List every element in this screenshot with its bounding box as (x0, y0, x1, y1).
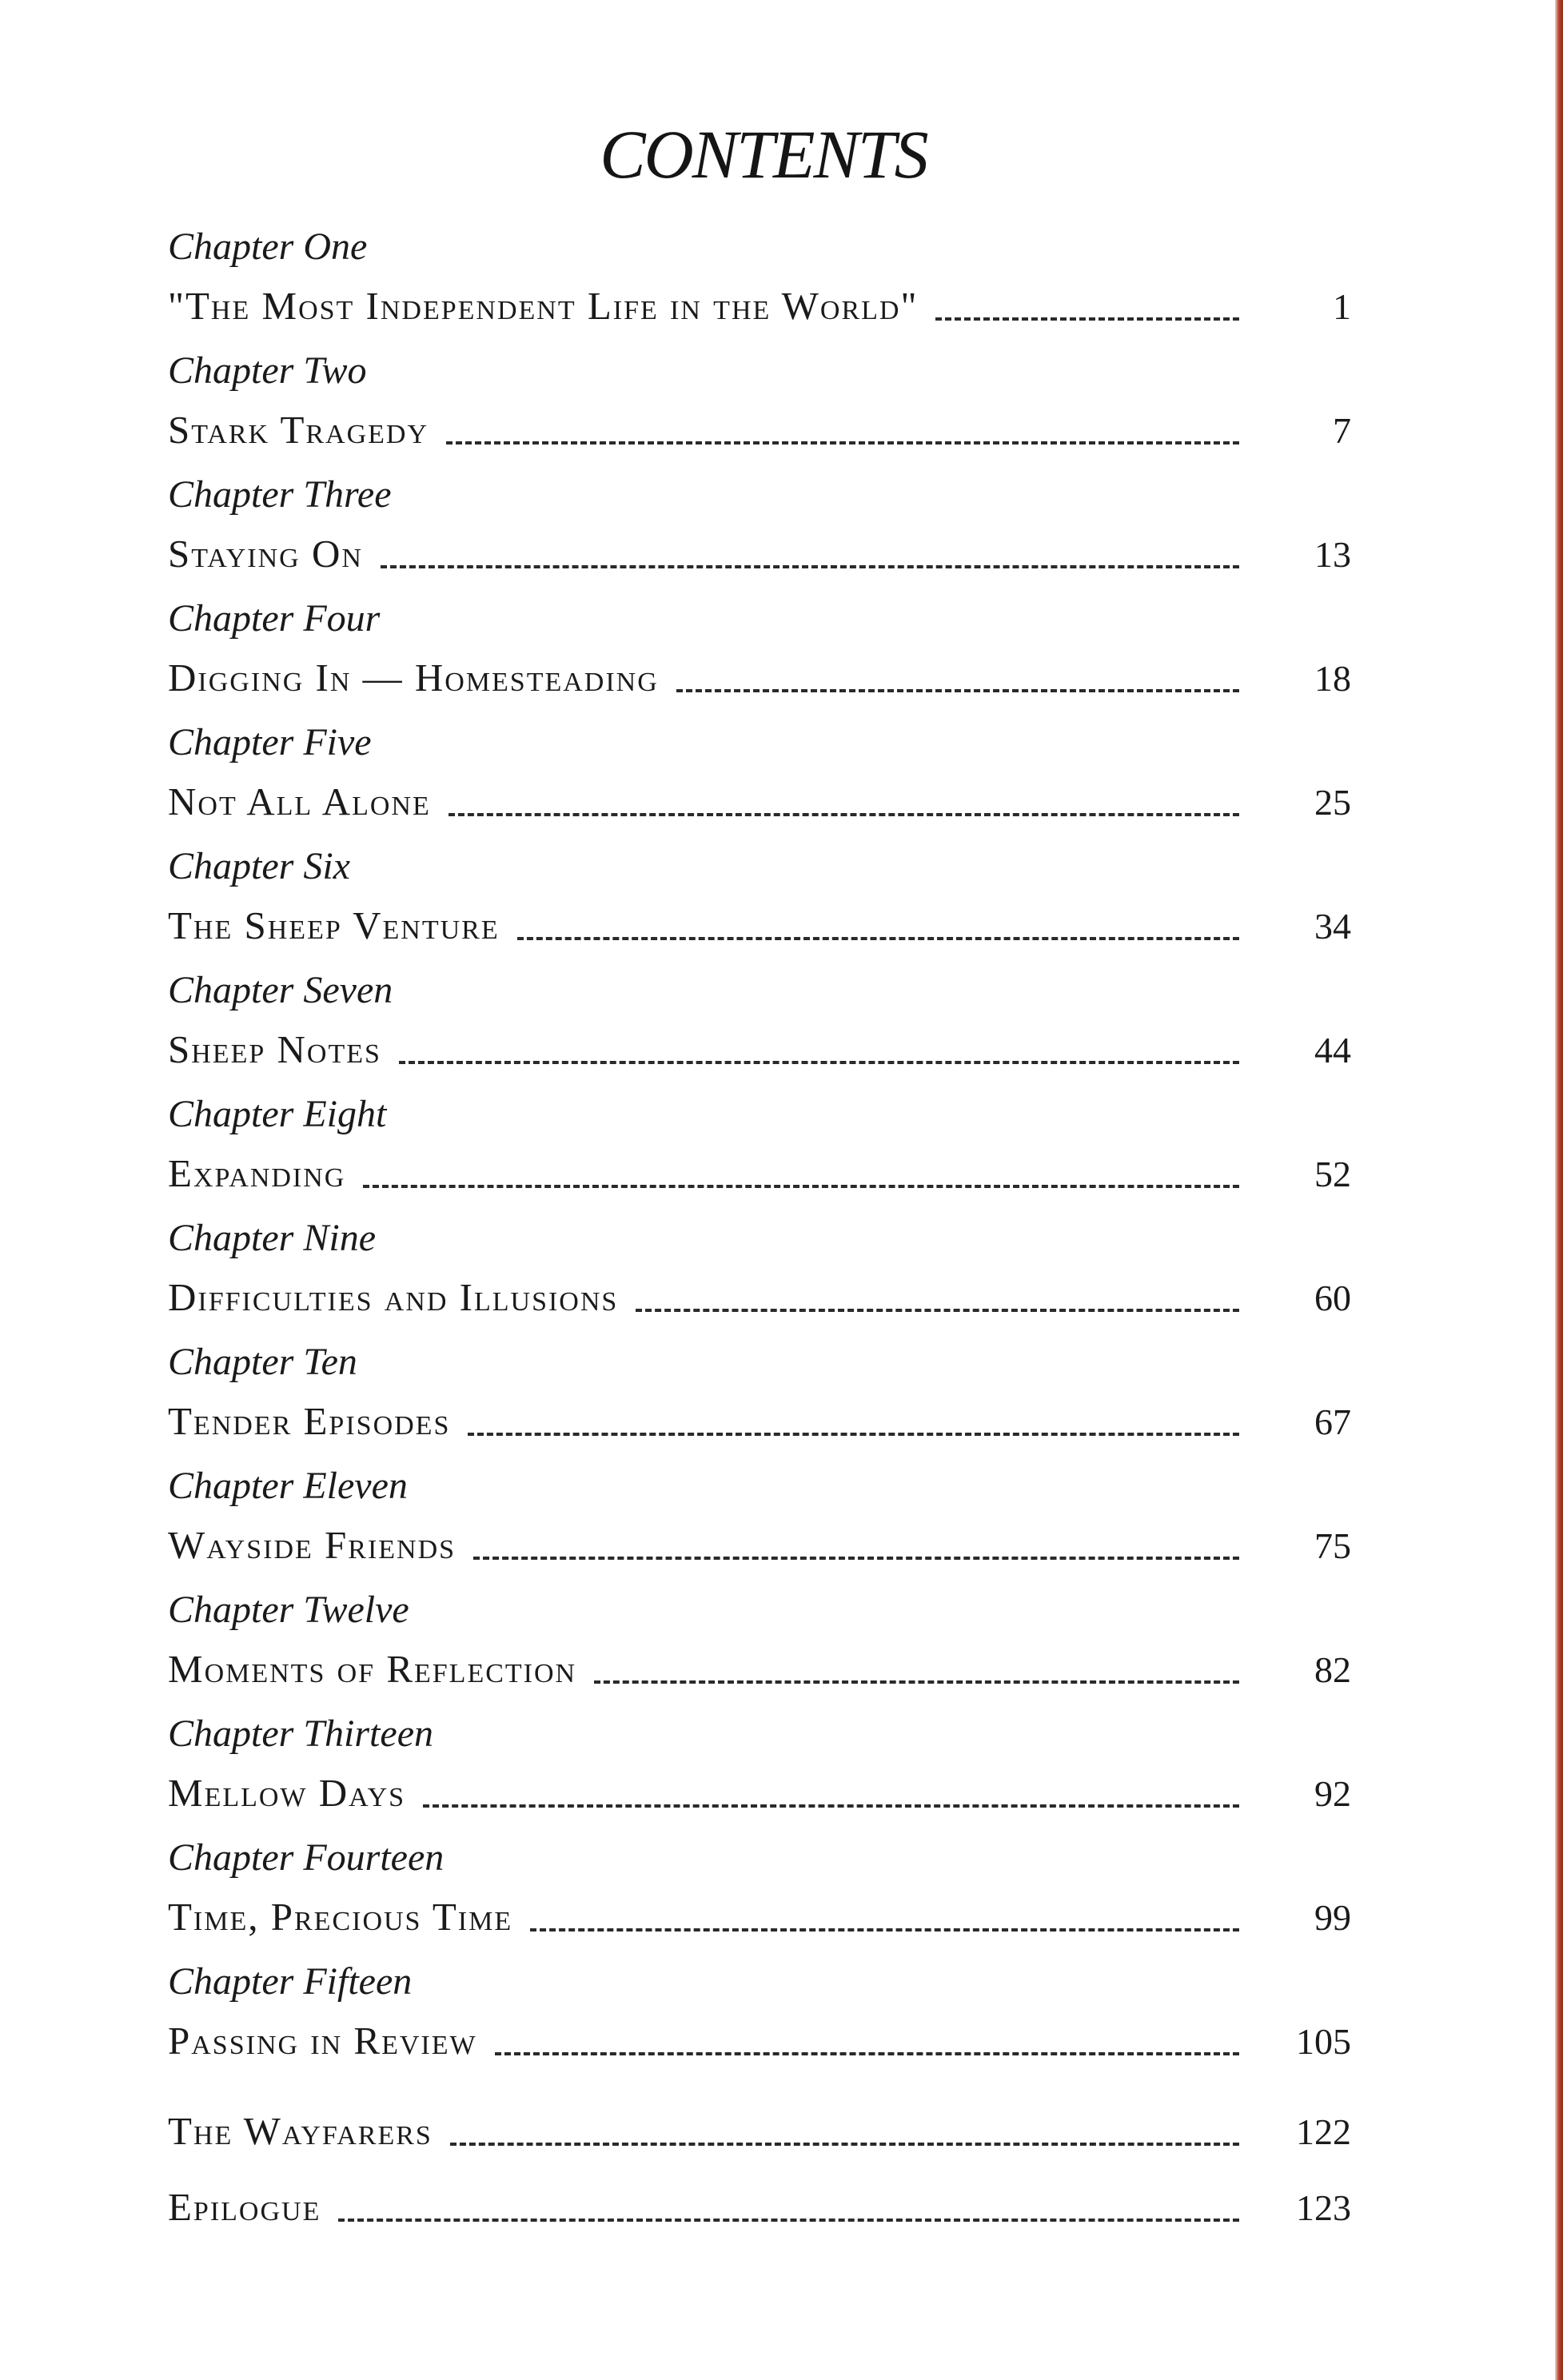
chapter-title: The Sheep Venture (168, 903, 500, 947)
toc-entry (168, 1712, 1351, 1839)
dot-leader (381, 565, 1239, 568)
dot-leader (517, 937, 1239, 940)
toc-entry (168, 2087, 1351, 2163)
page-title: CONTENTS (600, 116, 927, 193)
page-number: 82 (1314, 1649, 1351, 1690)
table-of-contents (168, 225, 1351, 2238)
page-number: 92 (1314, 1773, 1351, 1814)
chapter-label: Chapter Fourteen (168, 1836, 445, 1879)
dot-leader (495, 2052, 1239, 2055)
chapter-title: Difficulties and Illusions (168, 1275, 619, 1319)
page-number: 122 (1296, 2111, 1351, 2152)
chapter-label: Chapter Ten (168, 1341, 357, 1383)
toc-entry (168, 1591, 1351, 1715)
toc-entry (168, 1960, 1351, 2087)
section-title: Epilogue (168, 2185, 321, 2229)
toc-line (168, 525, 1351, 576)
page-number: 99 (1314, 1897, 1351, 1938)
dot-leader (676, 689, 1239, 692)
chapter-label: Chapter One (168, 225, 368, 268)
chapter-title: Staying On (168, 532, 363, 576)
page-number: 75 (1314, 1525, 1351, 1566)
chapter-title: Wayside Friends (168, 1523, 457, 1567)
page-number: 1 (1333, 286, 1351, 327)
chapter-label: Chapter Two (168, 349, 367, 392)
chapter-title: Sheep Notes (168, 1027, 381, 1071)
chapter-title: Stark Tragedy (168, 408, 429, 452)
chapter-label: Chapter Twelve (168, 1589, 409, 1631)
toc-entry (168, 971, 1351, 1095)
chapter-label: Chapter Nine (168, 1217, 376, 1259)
page-number: 25 (1314, 782, 1351, 823)
chapter-label: Chapter Fifteen (168, 1960, 413, 2003)
chapter-label: Chapter Three (168, 473, 392, 516)
chapter-label: Chapter Eight (168, 1093, 387, 1135)
toc-line (168, 1145, 1351, 1193)
chapter-title: Expanding (168, 1151, 346, 1195)
toc-line (168, 1764, 1351, 1815)
chapter-title: "The Most Independent Life in the World" (168, 284, 919, 328)
dot-leader (594, 1680, 1239, 1684)
page-number: 105 (1296, 2021, 1351, 2062)
toc-line (168, 2012, 1351, 2063)
toc-line (168, 1021, 1351, 1069)
page-number: 7 (1333, 410, 1351, 451)
dot-leader (423, 1804, 1239, 1808)
dot-leader (935, 317, 1239, 321)
chapter-title: Not All Alone (168, 779, 431, 823)
toc-entry (168, 473, 1351, 600)
toc-line (168, 1393, 1351, 1441)
page-edge (1555, 0, 1563, 2380)
dot-leader (473, 1557, 1239, 1560)
toc-line (168, 277, 1351, 328)
toc-entry (168, 1836, 1351, 1963)
toc-entry (168, 2163, 1351, 2238)
toc-line (168, 2087, 1351, 2151)
chapter-title: Digging In — Homesteading (168, 656, 659, 700)
toc-line (168, 649, 1351, 700)
toc-entry (168, 1219, 1351, 1343)
toc-line (168, 2163, 1351, 2227)
page-number: 13 (1314, 534, 1351, 575)
toc-line (168, 1888, 1351, 1939)
dot-leader (450, 2143, 1239, 2146)
chapter-label: Chapter Six (168, 845, 350, 887)
page-number: 67 (1314, 1401, 1351, 1442)
toc-line (168, 401, 1351, 452)
toc-line (168, 1269, 1351, 1317)
section-title: The Wayfarers (168, 2109, 433, 2153)
chapter-label: Chapter Seven (168, 969, 393, 1011)
dot-leader (636, 1309, 1239, 1312)
dot-leader (399, 1061, 1239, 1064)
chapter-title: Moments of Reflection (168, 1647, 577, 1691)
dot-leader (468, 1433, 1239, 1436)
toc-entry (168, 847, 1351, 971)
chapter-label: Chapter Thirteen (168, 1712, 433, 1755)
dot-leader (363, 1185, 1239, 1188)
dot-leader (530, 1928, 1239, 1932)
dot-leader (338, 2219, 1239, 2222)
toc-entry (168, 1467, 1351, 1591)
toc-line (168, 773, 1351, 821)
page-number: 44 (1314, 1030, 1351, 1070)
chapter-label: Chapter Four (168, 597, 381, 640)
page-number: 52 (1314, 1154, 1351, 1194)
chapter-label: Chapter Five (168, 721, 372, 763)
toc-line (168, 1640, 1351, 1691)
page-number: 18 (1314, 658, 1351, 699)
chapter-title: Passing in Review (168, 2019, 477, 2063)
toc-entry (168, 721, 1351, 847)
toc-entry (168, 1095, 1351, 1219)
page-number: 123 (1296, 2187, 1351, 2228)
toc-line (168, 897, 1351, 945)
chapter-title: Time, Precious Time (168, 1895, 513, 1939)
chapter-label: Chapter Eleven (168, 1465, 408, 1507)
dot-leader (446, 441, 1239, 445)
toc-entry (168, 597, 1351, 724)
chapter-title: Mellow Days (168, 1771, 406, 1815)
toc-entry (168, 225, 1351, 352)
toc-line (168, 1517, 1351, 1565)
dot-leader (449, 813, 1239, 816)
page-number: 60 (1314, 1278, 1351, 1318)
toc-entry (168, 1343, 1351, 1467)
chapter-title: Tender Episodes (168, 1399, 451, 1443)
toc-entry (168, 349, 1351, 476)
page-number: 34 (1314, 906, 1351, 947)
